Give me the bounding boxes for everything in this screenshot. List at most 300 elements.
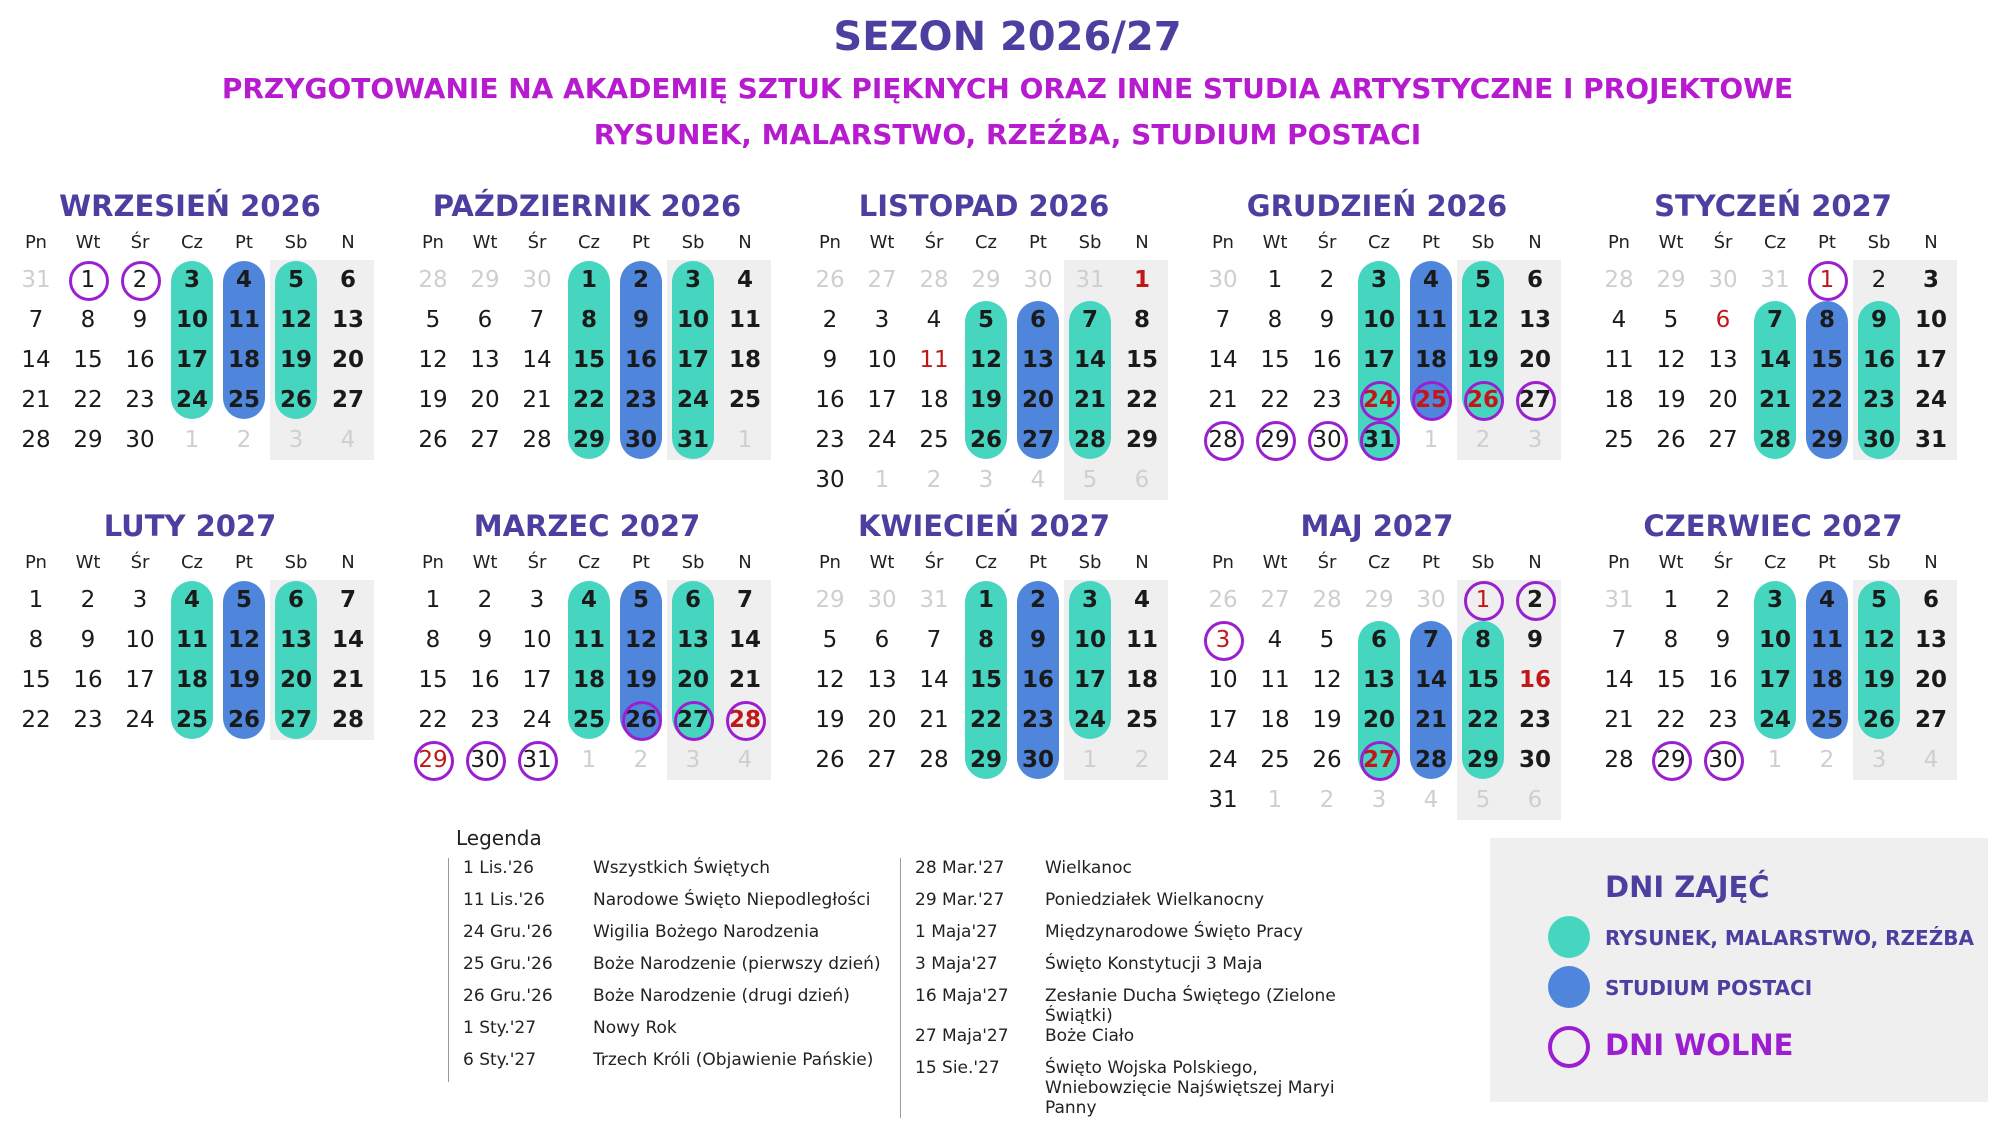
calendar-day: 13 [331,307,364,333]
calendar-day: 1 [1267,267,1283,293]
calendar-day: 19 [418,387,448,413]
calendar-day: 23 [1862,387,1895,413]
holiday-date: 27 Maja'27 [915,1026,1009,1046]
calendar-day: 28 [1197,420,1249,460]
holiday-name: Wigilia Bożego Narodzenia [593,922,820,942]
calendar-day: 30 [1518,747,1551,773]
holiday-date: 11 Lis.'26 [463,890,545,910]
weekday-header: Sb [284,552,308,573]
calendar-day: 30 [1862,427,1895,453]
calendar-day: 9 [822,347,838,373]
calendar-day: 30 [624,427,657,453]
adjacent-month-day: 30 [522,267,552,293]
page-title: SEZON 2026/27 [833,14,1182,60]
adjacent-month-day: 30 [1416,587,1446,613]
calendar-day: 9 [80,627,96,653]
calendar-day: 3 [1081,587,1098,613]
month-title: CZERWIEC 2027 [1643,509,1903,543]
calendar-day: 6 [1715,307,1731,333]
legend-column-left [448,858,893,1082]
weekday-header: Sb [1078,552,1102,573]
calendar-day: 31 [1914,427,1947,453]
calendar-day: 3 [1766,587,1783,613]
weekday-header: Cz [974,232,998,253]
calendar-day: 20 [331,347,364,373]
calendar-day: 18 [227,347,260,373]
weekday-header: Pt [1818,552,1836,573]
adjacent-month-day: 6 [1527,787,1543,813]
calendar-day: 18 [919,387,949,413]
calendar-day: 6 [1922,587,1939,613]
calendar-day: 12 [1466,307,1499,333]
calendar-day: 10 [1208,667,1238,693]
calendar-day: 18 [572,667,605,693]
calendar-day: 20 [1708,387,1738,413]
calendar-day: 13 [1914,627,1947,653]
month-calendar [10,508,370,808]
weekday-header: N [341,552,355,573]
calendar-day: 13 [1708,347,1738,373]
weekday-header: N [1135,552,1149,573]
calendar-day: 14 [522,347,552,373]
calendar-day: 4 [1267,627,1283,653]
holiday-name: Poniedziałek Wielkanocny [1045,890,1265,910]
adjacent-month-day: 4 [1030,467,1046,493]
calendar-day: 30 [1021,747,1054,773]
calendar-day: 30 [815,467,845,493]
weekday-header: Pn [819,552,841,573]
calendar-day: 6 [339,267,356,293]
calendar-day: 12 [227,627,260,653]
calendar-day: 11 [728,307,761,333]
key-title: DNI ZAJĘĆ [1605,870,1770,904]
calendar-day: 21 [1208,387,1238,413]
calendar-day: 23 [1312,387,1342,413]
calendar-day: 21 [1073,387,1106,413]
calendar-day: 28 [1758,427,1791,453]
weekday-header: Pn [25,232,47,253]
calendar-day: 17 [125,667,155,693]
adjacent-month-day: 5 [1082,467,1098,493]
weekday-header: Sb [1471,552,1495,573]
calendar-day: 14 [1414,667,1447,693]
calendar-day: 16 [73,667,103,693]
calendar-day: 3 [874,307,890,333]
calendar-day: 23 [1021,707,1054,733]
calendar-day: 8 [80,307,96,333]
weekday-header: N [1528,552,1542,573]
calendar-day: 23 [125,387,155,413]
calendar-day: 9 [132,307,148,333]
weekday-header: Śr [1713,552,1733,573]
calendar-day: 21 [21,387,51,413]
weekday-header: N [1528,232,1542,253]
weekday-header: Śr [1713,232,1733,253]
weekday-header: Pt [632,232,650,253]
legend-row [463,858,893,890]
calendar-day: 6 [874,627,890,653]
adjacent-month-day: 27 [867,267,897,293]
calendar-day: 22 [1260,387,1290,413]
calendar-day: 26 [1312,747,1342,773]
calendar-day: 28 [21,427,51,453]
calendar-day: 17 [175,347,208,373]
calendar-day: 16 [815,387,845,413]
legend-row [915,890,1345,922]
calendar-day: 4 [1422,267,1439,293]
holiday-name: Zesłanie Ducha Świętego (Zielone Świątki) [1045,986,1336,1026]
adjacent-month-day: 2 [1134,747,1150,773]
calendar-day: 25 [1260,747,1290,773]
calendar-day: 11 [1810,627,1843,653]
adjacent-month-day: 28 [1604,267,1634,293]
adjacent-month-day: 4 [340,427,356,453]
weekday-header: Sb [1867,552,1891,573]
weekday-header: Cz [577,232,601,253]
calendar-day: 10 [175,307,208,333]
calendar-day: 7 [1215,307,1231,333]
calendar-day: 4 [1611,307,1627,333]
calendar-day: 27 [1509,380,1561,420]
calendar-day: 19 [969,387,1002,413]
weekday-header: Wt [472,552,498,573]
key-label-figure: STUDIUM POSTACI [1605,976,1813,1000]
weekday-header: Cz [1367,232,1391,253]
calendar-day: 28 [1414,747,1447,773]
calendar-day: 17 [1208,707,1238,733]
calendar-day: 5 [1663,307,1679,333]
weekday-header: Śr [924,232,944,253]
calendar-day: 29 [1810,427,1843,453]
adjacent-month-day: 4 [737,747,753,773]
weekday-header: Cz [180,552,204,573]
calendar-day: 18 [1125,667,1158,693]
weekday-header: Pt [632,552,650,573]
month-calendar [10,188,370,488]
calendar-day: 2 [1029,587,1046,613]
holiday-name: Wielkanoc [1045,858,1132,878]
calendar-day: 19 [279,347,312,373]
calendar-day: 29 [1125,427,1158,453]
weekday-header: N [341,232,355,253]
calendar-day: 20 [1914,667,1947,693]
adjacent-month-day: 31 [919,587,949,613]
calendar-day: 23 [73,707,103,733]
holiday-name: Święto Konstytucji 3 Maja [1045,954,1263,974]
calendar-day: 1 [425,587,441,613]
holiday-date: 1 Lis.'26 [463,858,534,878]
calendar-day: 2 [477,587,493,613]
calendar-day: 15 [418,667,448,693]
calendar-day: 1 [1801,260,1853,300]
legend-row [463,890,893,922]
calendar-day: 11 [1604,347,1634,373]
calendar-day: 25 [572,707,605,733]
calendar-day: 16 [1021,667,1054,693]
weekday-header: Wt [1658,232,1684,253]
calendar-day: 6 [684,587,701,613]
calendar-day: 8 [977,627,994,653]
month-title: PAŹDZIERNIK 2026 [432,189,742,223]
calendar-day: 14 [728,627,761,653]
calendar-day: 27 [1914,707,1947,733]
calendar-day: 25 [227,387,260,413]
calendar-day: 24 [522,707,552,733]
calendar-day: 15 [1125,347,1158,373]
page-subtitle-courses: PRZYGOTOWANIE NA AKADEMIĘ SZTUK PIĘKNYCH ORAZ INNE STUDIA ARTYSTYCZNE I PROJEKTOWE [221,72,1794,105]
calendar-day: 25 [1810,707,1843,733]
calendar-day: 9 [1870,307,1887,333]
weekday-header: Cz [974,552,998,573]
weekday-header: Wt [1658,552,1684,573]
calendar-day: 18 [175,667,208,693]
calendar-day: 3 [684,267,701,293]
adjacent-month-day: 31 [21,267,51,293]
key-label-art: RYSUNEK, MALARSTWO, RZEŹBA [1605,926,1974,950]
calendar-day: 21 [522,387,552,413]
weekday-header: Pt [235,552,253,573]
weekday-header: Pn [1212,552,1234,573]
weekday-header: Pt [1422,232,1440,253]
calendar-day: 9 [1319,307,1335,333]
calendar-day: 18 [1414,347,1447,373]
calendar-day: 5 [425,307,441,333]
calendar-day: 10 [522,627,552,653]
calendar-day: 20 [1021,387,1054,413]
calendar-day: 27 [470,427,500,453]
calendar-day: 1 [1133,267,1150,293]
calendar-day: 17 [1914,347,1947,373]
adjacent-month-day: 29 [971,267,1001,293]
calendar-day: 15 [21,667,51,693]
weekday-header: N [738,232,752,253]
weekday-header: Wt [1262,232,1288,253]
calendar-day: 26 [279,387,312,413]
calendar-day: 14 [919,667,949,693]
adjacent-month-day: 30 [1023,267,1053,293]
calendar-day: 26 [1656,427,1686,453]
calendar-day: 3 [1370,267,1387,293]
page-subtitle-subjects: RYSUNEK, MALARSTWO, RZEŹBA, STUDIUM POSTACI [593,118,1422,151]
calendar-day: 7 [926,627,942,653]
calendar-day: 13 [1362,667,1395,693]
calendar-day: 17 [867,387,897,413]
calendar-day: 16 [1312,347,1342,373]
calendar-day: 17 [676,347,709,373]
weekday-header: Sb [681,232,705,253]
weekday-header: Sb [1471,232,1495,253]
calendar-day: 20 [470,387,500,413]
calendar-day: 13 [1518,307,1551,333]
weekday-header: Sb [1078,232,1102,253]
adjacent-month-day: 2 [1475,427,1491,453]
calendar-day: 7 [529,307,545,333]
calendar-day: 7 [1422,627,1439,653]
calendar-day: 14 [1073,347,1106,373]
calendar-day: 19 [1312,707,1342,733]
weekday-header: Pt [235,232,253,253]
calendar-day: 9 [1715,627,1731,653]
calendar-day: 19 [227,667,260,693]
adjacent-month-day: 29 [470,267,500,293]
calendar-day: 24 [175,387,208,413]
adjacent-month-day: 3 [288,427,304,453]
adjacent-month-day: 2 [1819,747,1835,773]
calendar-day: 21 [1604,707,1634,733]
calendar-day: 18 [1810,667,1843,693]
calendar-day: 24 [1758,707,1791,733]
adjacent-month-day: 27 [1260,587,1290,613]
calendar-day: 8 [1133,307,1150,333]
calendar-day: 31 [1208,787,1238,813]
weekday-header: Pn [819,232,841,253]
calendar-day: 4 [1818,587,1835,613]
legend-row [915,922,1345,954]
calendar-day: 27 [331,387,364,413]
calendar-day: 3 [529,587,545,613]
calendar-day: 13 [1021,347,1054,373]
holiday-name: Międzynarodowe Święto Pracy [1045,922,1303,942]
adjacent-month-day: 28 [919,267,949,293]
calendar-day: 4 [183,587,200,613]
calendar-day: 24 [676,387,709,413]
legend-row [915,986,1345,1026]
calendar-day: 23 [1518,707,1551,733]
calendar-day: 12 [815,667,845,693]
calendar-day: 26 [227,707,260,733]
adjacent-month-day: 4 [1923,747,1939,773]
calendar-day: 25 [1405,380,1457,420]
calendar-day: 11 [227,307,260,333]
calendar-day: 13 [470,347,500,373]
holiday-date: 28 Mar.'27 [915,858,1005,878]
holiday-date: 1 Maja'27 [915,922,998,942]
calendar-day: 2 [632,267,649,293]
calendar-day: 22 [1656,707,1686,733]
weekday-header: Cz [577,552,601,573]
calendar-day: 1 [28,587,44,613]
adjacent-month-day: 2 [926,467,942,493]
adjacent-month-day: 6 [1134,467,1150,493]
calendar-day: 28 [919,747,949,773]
blue-dot-icon [1548,966,1590,1008]
adjacent-month-day: 29 [815,587,845,613]
calendar-day: 10 [1073,627,1106,653]
calendar-day: 2 [822,307,838,333]
calendar-day: 1 [1663,587,1679,613]
calendar-day: 22 [21,707,51,733]
calendar-day: 11 [1260,667,1290,693]
calendar-day: 18 [1260,707,1290,733]
calendar-day: 25 [1125,707,1158,733]
calendar-day: 31 [1353,420,1405,460]
holiday-name: Narodowe Święto Niepodległości [593,890,871,910]
calendar-day: 4 [1133,587,1150,613]
calendar-day: 12 [418,347,448,373]
calendar-day: 12 [279,307,312,333]
weekday-header: N [1924,552,1938,573]
weekday-header: Śr [130,232,150,253]
adjacent-month-day: 28 [1312,587,1342,613]
holiday-date: 15 Sie.'27 [915,1058,1000,1078]
month-calendar [1197,188,1557,488]
month-calendar [407,508,767,808]
holiday-date: 1 Sty.'27 [463,1018,537,1038]
calendar-day: 9 [1526,627,1543,653]
calendar-day: 29 [407,740,459,780]
calendar-day: 13 [279,627,312,653]
calendar-day: 7 [1081,307,1098,333]
weekday-header: Pn [422,552,444,573]
adjacent-month-day: 30 [1208,267,1238,293]
teal-dot-icon [1548,916,1590,958]
calendar-day: 3 [132,587,148,613]
calendar-day: 7 [339,587,356,613]
calendar-day: 10 [1914,307,1947,333]
legend-row [915,1026,1345,1058]
month-title: GRUDZIEŃ 2026 [1246,189,1508,223]
calendar-day: 4 [736,267,753,293]
legend-row [463,954,893,986]
weekday-header: N [1924,232,1938,253]
weekday-header: Pn [25,552,47,573]
calendar-day: 16 [1862,347,1895,373]
month-title: WRZESIEŃ 2026 [59,189,321,223]
calendar-day: 27 [279,707,312,733]
adjacent-month-day: 29 [1656,267,1686,293]
calendar-day: 9 [477,627,493,653]
calendar-day: 7 [1766,307,1783,333]
holiday-name: Trzech Króli (Objawienie Pańskie) [593,1050,874,1070]
calendar-day: 16 [1708,667,1738,693]
class-days-key [1490,838,1988,1102]
calendar-day: 10 [1758,627,1791,653]
calendar-day: 1 [1457,580,1509,620]
calendar-day: 28 [1073,427,1106,453]
adjacent-month-day: 1 [1082,747,1098,773]
month-title: KWIECIEŃ 2027 [857,509,1111,543]
adjacent-month-day: 1 [1267,787,1283,813]
calendar-day: 6 [1029,307,1046,333]
calendar-day: 15 [73,347,103,373]
calendar-day: 11 [572,627,605,653]
calendar-day: 24 [1208,747,1238,773]
month-title: STYCZEŃ 2027 [1654,189,1892,223]
adjacent-month-day: 1 [1767,747,1783,773]
calendar-day: 27 [1353,740,1405,780]
calendar-day: 23 [624,387,657,413]
calendar-day: 8 [1474,627,1491,653]
calendar-day: 1 [977,587,994,613]
weekday-header: Wt [869,232,895,253]
calendar-day: 29 [572,427,605,453]
calendar-day: 27 [867,747,897,773]
calendar-day: 5 [822,627,838,653]
weekday-header: Śr [1317,552,1337,573]
calendar-day: 19 [1466,347,1499,373]
weekday-header: N [1135,232,1149,253]
calendar-day: 9 [632,307,649,333]
adjacent-month-day: 1 [184,427,200,453]
calendar-day: 19 [1656,387,1686,413]
holiday-date: 16 Maja'27 [915,986,1009,1006]
circle-ring-icon [1548,1026,1590,1068]
adjacent-month-day: 5 [1475,787,1491,813]
calendar-day: 6 [1526,267,1543,293]
adjacent-month-day: 29 [1364,587,1394,613]
calendar-day: 5 [1870,587,1887,613]
calendar-day: 20 [676,667,709,693]
